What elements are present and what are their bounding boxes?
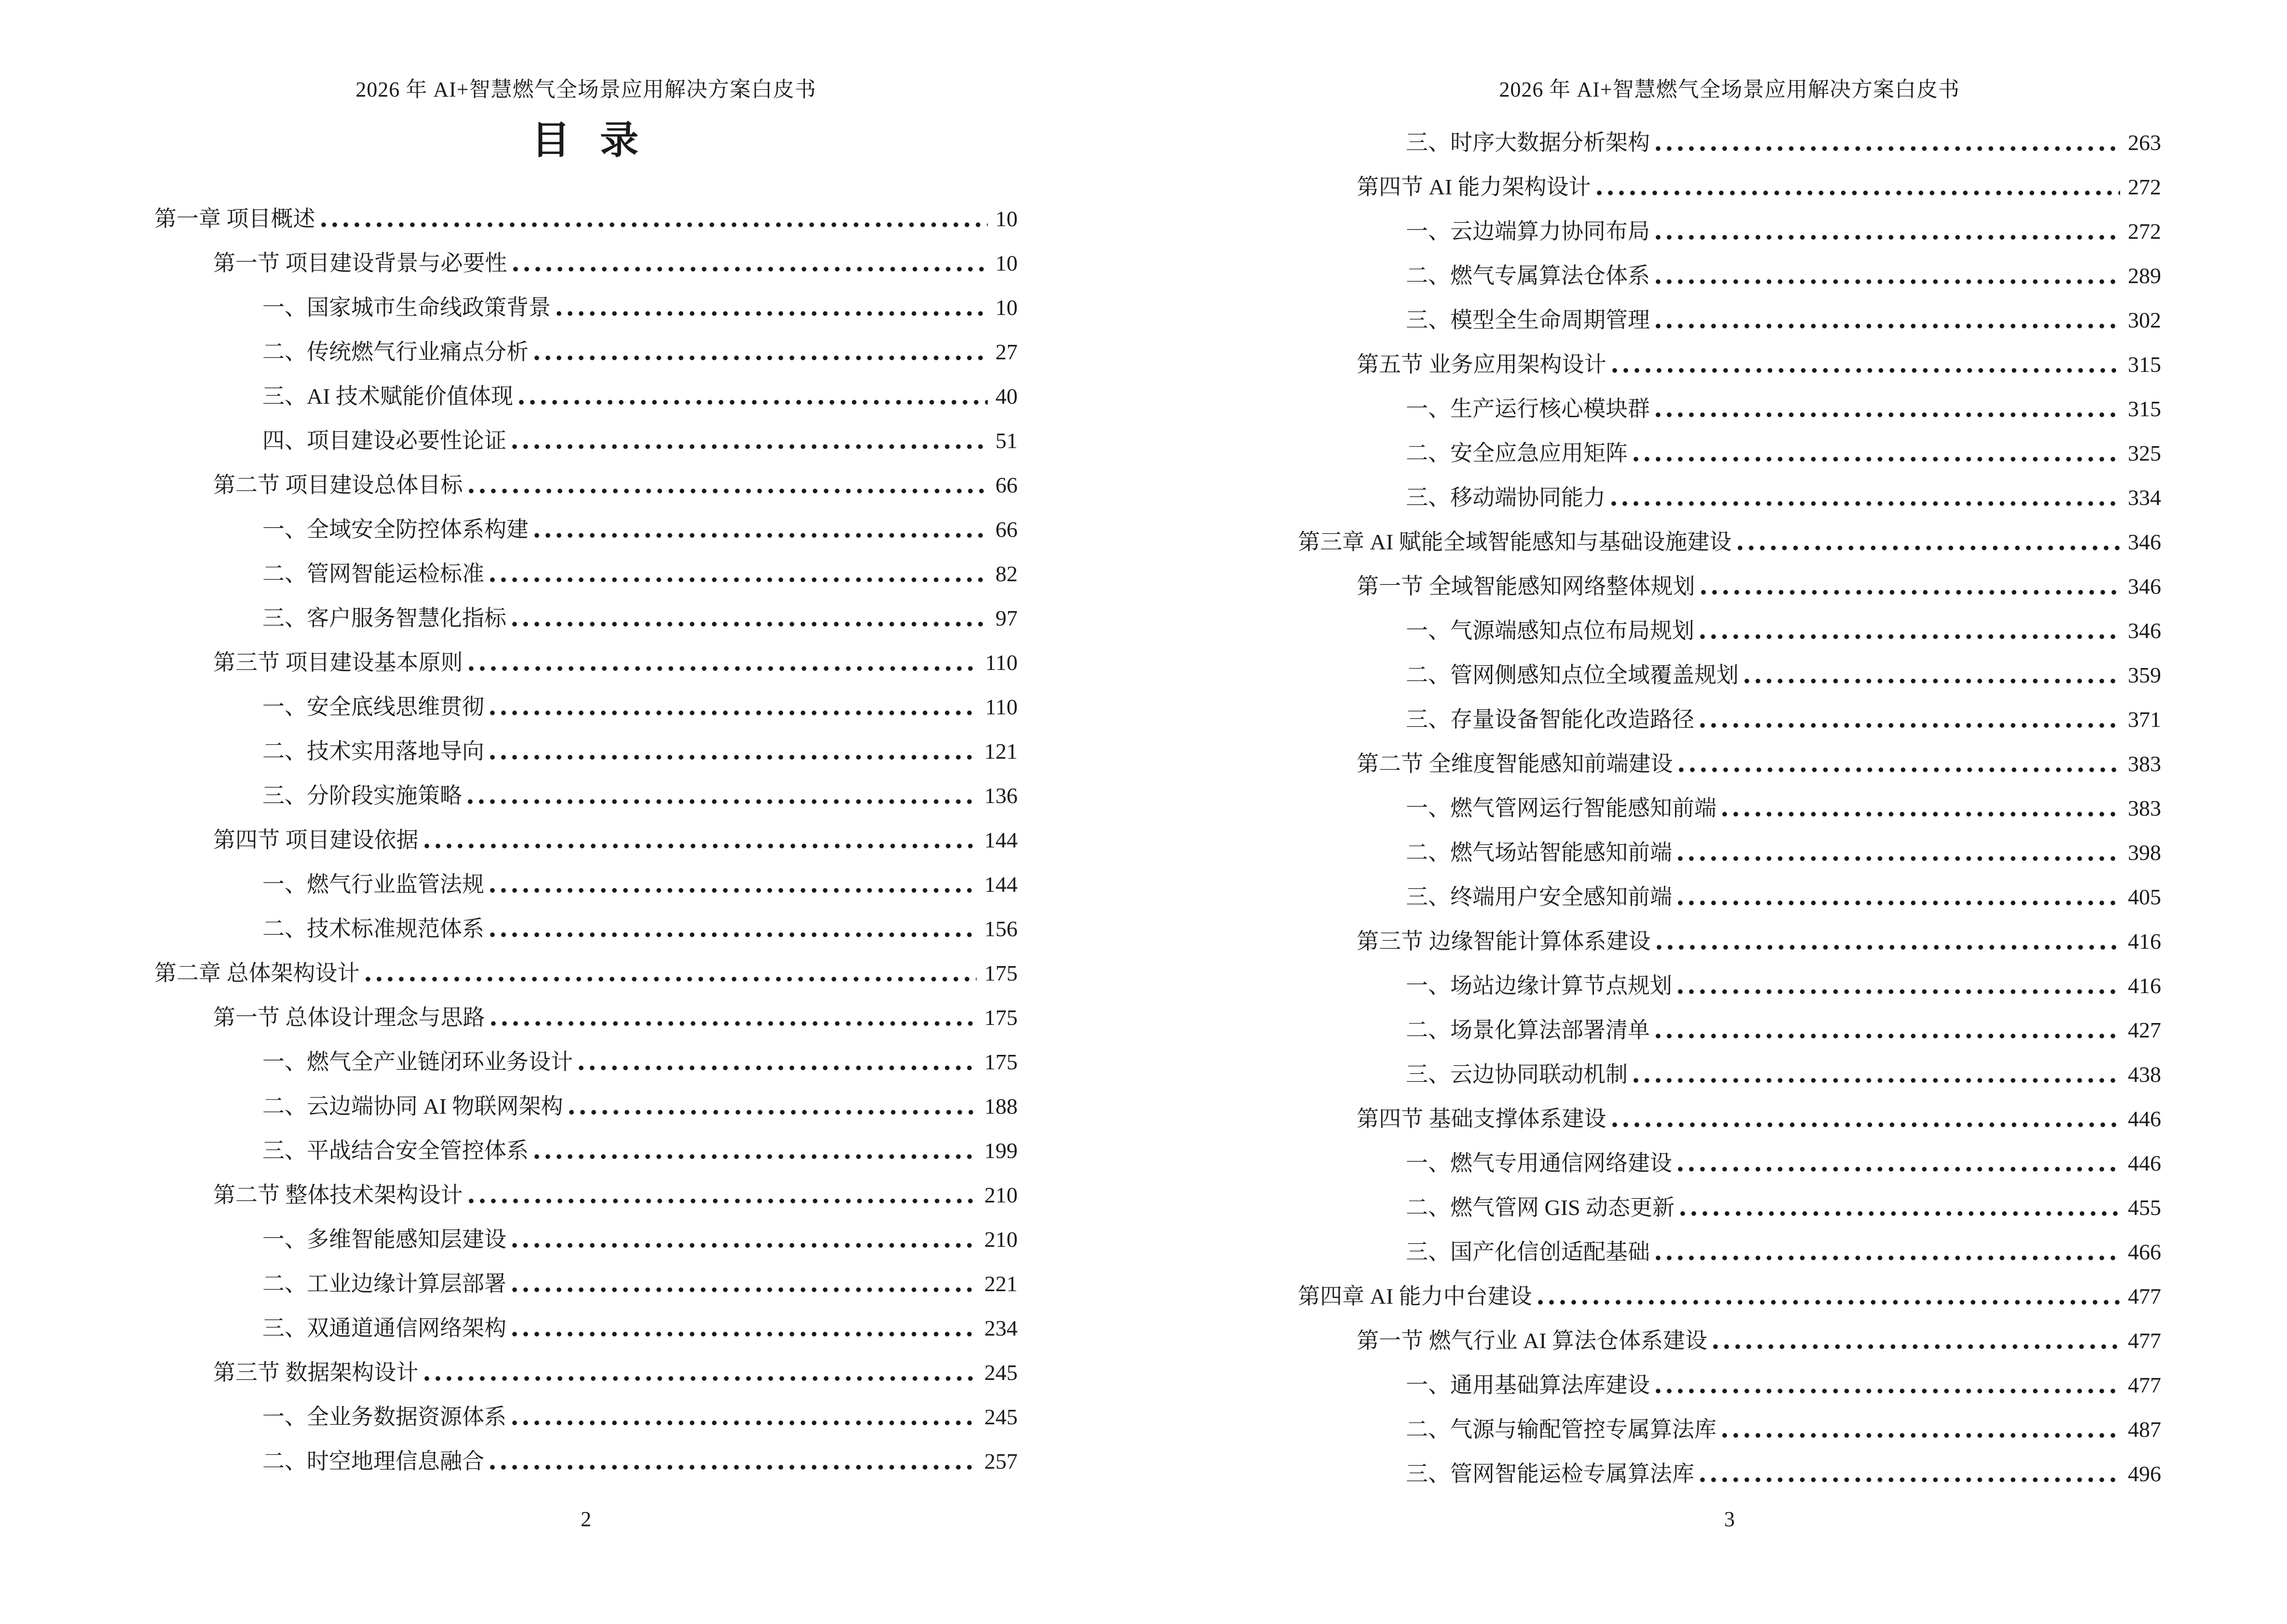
toc-entry [154, 942, 1018, 986]
toc-entry-page-number: 302 [2128, 307, 2161, 332]
toc-entry-label: 第一节 全域智能感知网络整体规划 [1357, 573, 1695, 599]
dot-leader [469, 1199, 977, 1204]
toc-entry [154, 720, 1018, 764]
toc-entry-label: 二、燃气管网 GIS 动态更新 [1406, 1195, 1675, 1220]
toc-entry [1298, 910, 2161, 955]
toc-entry-page-number: 136 [984, 783, 1018, 808]
dot-leader [1700, 634, 2120, 640]
toc-entry [154, 898, 1018, 942]
toc-entry [1298, 511, 2161, 555]
toc-entry-label: 第四节 AI 能力架构设计 [1357, 174, 1591, 199]
dot-leader [1738, 546, 2120, 551]
toc-entry-label: 二、时空地理信息融合 [262, 1448, 484, 1474]
dot-leader [1656, 412, 2120, 418]
dot-leader [1657, 945, 2121, 950]
toc-entry [154, 498, 1018, 543]
toc-entry-page-number: 121 [984, 738, 1018, 764]
dot-leader [1678, 989, 2120, 995]
toc-entry-page-number: 10 [995, 295, 1018, 320]
dot-leader [534, 1154, 977, 1160]
toc-entry [1298, 1088, 2161, 1132]
toc-entry-page-number: 496 [2128, 1461, 2161, 1486]
toc-entry [154, 276, 1018, 321]
dot-leader [1634, 1078, 2120, 1083]
toc-entry [1298, 333, 2161, 378]
toc-entry [154, 1341, 1018, 1386]
toc-entry-label: 三、AI 技术赋能价值体现 [262, 383, 514, 409]
toc-entry-page-number: 272 [2128, 218, 2161, 244]
toc-entry [154, 676, 1018, 720]
toc-entry-label: 一、云边端算力协同布局 [1406, 218, 1650, 244]
toc-entry [1298, 1043, 2161, 1088]
toc-entry-label: 一、全域安全防控体系构建 [262, 517, 529, 542]
toc-entry-page-number: 487 [2128, 1417, 2161, 1442]
dot-leader [469, 666, 978, 671]
toc-entry-page-number: 315 [2128, 396, 2161, 421]
dot-leader [1678, 856, 2120, 861]
toc-entry-page-number: 82 [995, 561, 1018, 586]
dot-leader [1680, 1211, 2120, 1216]
toc-entry-page-number: 257 [984, 1448, 1018, 1474]
toc-entry-label: 第三节 边缘智能计算体系建设 [1357, 928, 1651, 954]
running-header: 2026 年 AI+智慧燃气全场景应用解决方案白皮书 [355, 78, 817, 101]
toc-entry-label: 第二章 总体架构设计 [154, 960, 360, 985]
dot-leader [534, 355, 988, 361]
toc-entry [1298, 999, 2161, 1043]
toc-entry-page-number: 315 [2128, 352, 2161, 377]
dot-leader [424, 1376, 977, 1381]
toc-entry [154, 809, 1018, 853]
toc-entry-label: 三、管网智能运检专属算法库 [1406, 1461, 1694, 1486]
toc-entry-page-number: 210 [984, 1227, 1018, 1252]
toc-entry-page-number: 245 [984, 1404, 1018, 1429]
dot-leader [490, 577, 988, 583]
toc-entry-page-number: 416 [2128, 973, 2161, 998]
toc-entry-label: 一、气源端感知点位布局规划 [1406, 618, 1694, 643]
toc-entry-page-number: 156 [984, 916, 1018, 941]
dot-leader [1538, 1300, 2120, 1305]
toc-entry-label: 二、云边端协同 AI 物联网架构 [262, 1093, 563, 1119]
dot-leader [512, 622, 988, 627]
toc-entry-page-number: 383 [2128, 751, 2161, 776]
toc-entry [154, 1430, 1018, 1474]
toc-entry-page-number: 221 [984, 1271, 1018, 1296]
toc-entry [1298, 289, 2161, 333]
toc-entry [154, 321, 1018, 365]
toc-entry [154, 986, 1018, 1031]
toc-entry [154, 543, 1018, 587]
toc-entry [1298, 1398, 2161, 1443]
dot-leader [1656, 146, 2120, 151]
toc-entry [154, 853, 1018, 898]
toc-entry-page-number: 477 [2128, 1328, 2161, 1353]
toc-entry [1298, 200, 2161, 245]
toc-entry-page-number: 405 [2128, 884, 2161, 909]
toc-entry [1298, 422, 2161, 466]
toc-entry [1298, 1221, 2161, 1265]
toc-entry-page-number: 477 [2128, 1372, 2161, 1397]
toc-entry-page-number: 416 [2128, 928, 2161, 954]
dot-leader [1597, 191, 2120, 196]
dot-leader [1678, 901, 2120, 906]
dot-leader [1700, 723, 2120, 728]
toc-entry-page-number: 175 [984, 1049, 1018, 1074]
dot-leader [512, 1243, 977, 1248]
toc-page-right [1144, 0, 2287, 1624]
dot-leader [1722, 1433, 2120, 1438]
toc-entry-label: 二、技术实用落地导向 [262, 738, 484, 764]
toc-entry-page-number: 110 [985, 694, 1018, 719]
toc-entry-label: 一、通用基础算法库建设 [1406, 1372, 1650, 1397]
toc-entry-label: 一、燃气专用通信网络建设 [1406, 1150, 1672, 1175]
toc-entry-page-number: 438 [2128, 1062, 2161, 1087]
toc-entry-page-number: 325 [2128, 440, 2161, 465]
toc-entry [154, 1253, 1018, 1297]
toc-entry [154, 1386, 1018, 1430]
toc-entry [1298, 466, 2161, 511]
toc-entry-label: 三、分阶段实施策略 [262, 783, 462, 808]
toc-entry-page-number: 175 [984, 1005, 1018, 1030]
toc-entry [1298, 1265, 2161, 1310]
toc-entry-page-number: 144 [984, 872, 1018, 897]
dot-leader [1656, 1389, 2120, 1394]
toc-entry-page-number: 346 [2128, 573, 2161, 599]
dot-leader [1611, 501, 2120, 506]
toc-entry-label: 二、安全应急应用矩阵 [1406, 440, 1628, 465]
toc-entry [1298, 821, 2161, 866]
dot-leader [366, 977, 977, 982]
toc-entry-page-number: 97 [995, 605, 1018, 630]
toc-entry-page-number: 144 [984, 827, 1018, 852]
toc-entry-label: 第一节 项目建设背景与必要性 [213, 250, 507, 275]
toc-entry-page-number: 210 [984, 1182, 1018, 1207]
toc-entry-label: 三、平战结合安全管控体系 [262, 1138, 529, 1163]
dot-leader [490, 755, 977, 760]
toc-entry-label: 四、项目建设必要性论证 [262, 428, 506, 453]
toc-entry [1298, 1443, 2161, 1487]
dot-leader [1679, 767, 2121, 773]
toc-entry-page-number: 455 [2128, 1195, 2161, 1220]
dot-leader [1612, 1122, 2121, 1128]
toc-entry-page-number: 427 [2128, 1017, 2161, 1042]
dot-leader [491, 1021, 977, 1026]
toc-entry [1298, 644, 2161, 688]
toc-entry-page-number: 27 [995, 339, 1018, 364]
dot-leader [1701, 590, 2121, 595]
dot-leader [1700, 1477, 2120, 1483]
toc-entry-label: 第二节 项目建设总体目标 [213, 472, 463, 497]
toc-entry-page-number: 51 [995, 428, 1018, 453]
toc-entry-label: 三、时序大数据分析架构 [1406, 130, 1650, 155]
dot-leader [490, 932, 977, 938]
toc-entry [1298, 955, 2161, 999]
toc-entry-page-number: 10 [995, 250, 1018, 275]
dot-leader [468, 799, 977, 805]
dot-leader [1656, 1034, 2120, 1039]
toc-entry [1298, 733, 2161, 777]
toc-entry-page-number: 398 [2128, 840, 2161, 865]
toc-entry [154, 1297, 1018, 1341]
dot-leader [1656, 279, 2120, 285]
dot-leader [1744, 679, 2120, 684]
toc-entry-label: 三、终端用户安全感知前端 [1406, 884, 1672, 909]
toc-entry-label: 第二节 整体技术架构设计 [213, 1182, 463, 1207]
dot-leader [512, 1332, 977, 1337]
dot-leader [512, 444, 988, 450]
toc-entry-page-number: 466 [2128, 1239, 2161, 1264]
toc-entry-list [1298, 111, 2161, 1487]
dot-leader [534, 533, 988, 538]
toc-entry-page-number: 371 [2128, 707, 2161, 732]
toc-entry-label: 第二节 全维度智能感知前端建设 [1357, 751, 1673, 776]
toc-entry-label: 三、模型全生命周期管理 [1406, 307, 1650, 332]
toc-entry [154, 631, 1018, 676]
toc-entry-label: 二、技术标准规范体系 [262, 916, 484, 941]
folio-page-number: 3 [1724, 1507, 1735, 1531]
toc-entry-page-number: 234 [984, 1315, 1018, 1340]
dot-leader [469, 489, 988, 494]
toc-entry-page-number: 334 [2128, 485, 2161, 510]
dot-leader [321, 222, 988, 228]
toc-entry-label: 三、存量设备智能化改造路径 [1406, 707, 1694, 732]
dot-leader [513, 267, 988, 272]
toc-entry-page-number: 66 [995, 517, 1018, 542]
toc-entry [154, 1075, 1018, 1119]
toc-entry-page-number: 446 [2128, 1106, 2161, 1131]
toc-entry-label: 一、多维智能感知层建设 [262, 1227, 506, 1252]
toc-entry-page-number: 245 [984, 1360, 1018, 1385]
dot-leader [424, 844, 977, 849]
toc-entry-label: 二、燃气场站智能感知前端 [1406, 840, 1672, 865]
toc-entry [1298, 245, 2161, 289]
dot-leader [490, 888, 977, 893]
toc-entry-page-number: 446 [2128, 1150, 2161, 1175]
toc-entry-page-number: 175 [984, 960, 1018, 985]
dot-leader [569, 1110, 977, 1115]
dot-leader [557, 311, 988, 316]
dot-leader [1678, 1167, 2120, 1172]
dot-leader [579, 1065, 977, 1071]
toc-entry-label: 二、燃气专属算法仓体系 [1406, 263, 1650, 288]
toc-entry-label: 二、管网侧感知点位全域覆盖规划 [1406, 662, 1739, 687]
toc-title: 目 录 [531, 120, 640, 162]
toc-entry [1298, 600, 2161, 644]
dot-leader [1656, 1256, 2120, 1261]
toc-entry-label: 第五节 业务应用架构设计 [1357, 352, 1606, 377]
toc-entry-label: 二、气源与输配管控专属算法库 [1406, 1417, 1716, 1442]
toc-entry [154, 232, 1018, 276]
folio-page-number: 2 [581, 1507, 591, 1531]
toc-entry-label: 一、安全底线思维贯彻 [262, 694, 484, 719]
toc-entry [154, 454, 1018, 498]
toc-entry-label: 第四节 基础支撑体系建设 [1357, 1106, 1606, 1131]
toc-entry-label: 一、燃气全产业链闭环业务设计 [262, 1049, 573, 1074]
toc-entry-label: 第四节 项目建设依据 [213, 827, 419, 852]
toc-entry-page-number: 40 [995, 383, 1018, 409]
toc-entry-page-number: 263 [2128, 130, 2161, 155]
dot-leader [490, 710, 978, 716]
toc-entry [154, 587, 1018, 631]
toc-entry-page-number: 188 [984, 1093, 1018, 1119]
toc-entry-page-number: 383 [2128, 795, 2161, 820]
toc-entry-page-number: 359 [2128, 662, 2161, 687]
toc-entry [1298, 866, 2161, 910]
dot-leader [1612, 368, 2121, 373]
toc-entry-label: 第一章 项目概述 [154, 206, 315, 231]
toc-entry [154, 1208, 1018, 1253]
toc-entry-label: 第三节 项目建设基本原则 [213, 650, 463, 675]
toc-entry [1298, 555, 2161, 600]
toc-entry-label: 二、场景化算法部署清单 [1406, 1017, 1650, 1042]
toc-entry-page-number: 272 [2128, 174, 2161, 199]
toc-entry-label: 三、国产化信创适配基础 [1406, 1239, 1650, 1264]
toc-entry-label: 一、国家城市生命线政策背景 [262, 295, 551, 320]
toc-entry-page-number: 199 [984, 1138, 1018, 1163]
toc-entry-label: 二、管网智能运检标准 [262, 561, 484, 586]
toc-entry-label: 一、生产运行核心模块群 [1406, 396, 1650, 421]
toc-entry [1298, 688, 2161, 733]
toc-entry-label: 第四章 AI 能力中台建设 [1298, 1283, 1532, 1309]
toc-entry [154, 1164, 1018, 1208]
toc-entry-page-number: 10 [995, 206, 1018, 231]
toc-entry-label: 一、场站边缘计算节点规划 [1406, 973, 1672, 998]
toc-entry-label: 二、传统燃气行业痛点分析 [262, 339, 529, 364]
dot-leader [1713, 1344, 2120, 1350]
toc-entry-label: 三、移动端协同能力 [1406, 485, 1606, 510]
dot-leader [1722, 812, 2120, 817]
toc-entry-label: 二、工业边缘计算层部署 [262, 1271, 506, 1296]
toc-entry-page-number: 289 [2128, 263, 2161, 288]
toc-entry [154, 764, 1018, 809]
toc-entry-label: 三、双通道通信网络架构 [262, 1315, 506, 1340]
dot-leader [512, 1420, 977, 1426]
toc-entry-page-number: 477 [2128, 1283, 2161, 1309]
toc-entry-label: 第三节 数据架构设计 [213, 1360, 419, 1385]
toc-entry-label: 第一节 总体设计理念与思路 [213, 1005, 485, 1030]
toc-entry [154, 409, 1018, 454]
toc-entry [1298, 156, 2161, 200]
toc-entry-page-number: 346 [2128, 618, 2161, 643]
toc-entry-label: 一、全业务数据资源体系 [262, 1404, 506, 1429]
running-header: 2026 年 AI+智慧燃气全场景应用解决方案白皮书 [1499, 78, 1960, 101]
toc-entry [1298, 111, 2161, 156]
toc-entry [1298, 1354, 2161, 1398]
dot-leader [519, 400, 988, 405]
dot-leader [1656, 324, 2120, 329]
toc-entry [1298, 777, 2161, 821]
toc-entry [1298, 1310, 2161, 1354]
toc-entry-label: 三、客户服务智慧化指标 [262, 605, 506, 630]
toc-entry-page-number: 346 [2128, 529, 2161, 554]
toc-entry-label: 一、燃气行业监管法规 [262, 872, 484, 897]
toc-entry [154, 1031, 1018, 1075]
toc-entry [1298, 1176, 2161, 1221]
toc-entry [154, 1119, 1018, 1164]
dot-leader [512, 1287, 977, 1293]
toc-entry [154, 188, 1018, 232]
toc-entry [1298, 378, 2161, 422]
toc-entry [1298, 1132, 2161, 1176]
toc-entry-label: 一、燃气管网运行智能感知前端 [1406, 795, 1716, 820]
toc-entry [154, 365, 1018, 409]
toc-entry-page-number: 66 [995, 472, 1018, 497]
dot-leader [490, 1465, 977, 1470]
toc-entry-label: 第三章 AI 赋能全域智能感知与基础设施建设 [1298, 529, 1732, 554]
dot-leader [1634, 457, 2120, 462]
toc-entry-label: 第一节 燃气行业 AI 算法仓体系建设 [1357, 1328, 1708, 1353]
dot-leader [1656, 235, 2120, 240]
toc-entry-page-number: 110 [985, 650, 1018, 675]
toc-entry-label: 三、云边协同联动机制 [1406, 1062, 1628, 1087]
toc-entry-list [154, 188, 1018, 1474]
